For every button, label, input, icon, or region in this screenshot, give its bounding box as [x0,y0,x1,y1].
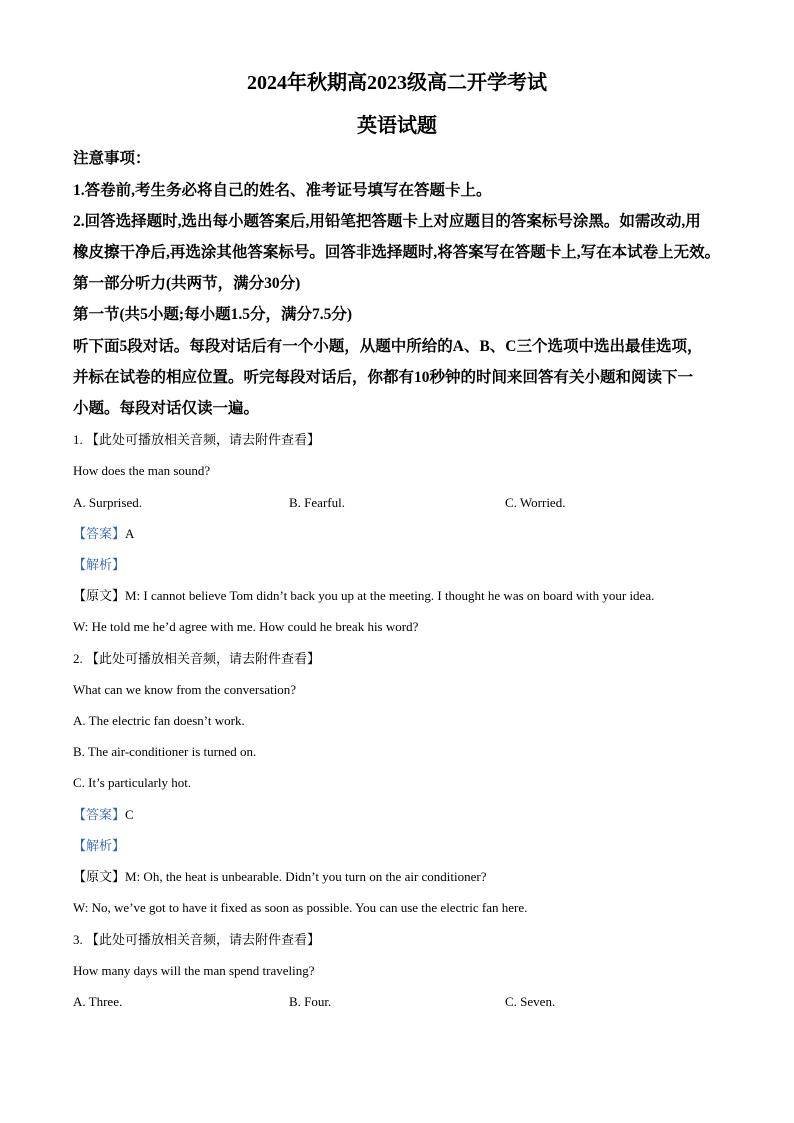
q1-original-text-1: M: I cannot believe Tom didn’t back you up at the meeting. I thought he was on board with your idea. [125,588,655,603]
q2-option-b: B. The air-conditioner is turned on. [73,744,257,759]
q3-option-c: C. Seven. [505,994,556,1009]
instructions-line-2: 并标在试卷的相应位置。听完每段对话后，你都有10秒钟的时间来回答有关小题和阅读下一 [73,369,694,386]
q1-original-line-1 [73,587,654,605]
q1-audio-note: 1. 【此处可播放相关音频，请去附件查看】 [73,432,321,447]
q3-stem: How many days will the man spend traveling? [73,963,315,978]
instructions-line-3: 小题。每段对话仅读一遍。 [73,400,260,417]
q1-answer-value: A [125,526,135,541]
q2-stem: What can we know from the conversation? [73,682,297,697]
q2-answer-value: C [125,807,134,822]
notes-item-2: 2.回答选择题时,选出每小题答案后,用铅笔把答题卡上对应题目的答案标号涂黑。如需改动,用 [73,213,701,230]
page-title: 2024年秋期高2023级高二开学考试 [247,72,547,94]
q2-analysis-tag: 【解析】 [73,838,126,853]
notes-item-2-cont: 橡皮擦干净后,再选涂其他答案标号。回答非选择题时,将答案写在答题卡上,写在本试卷上无效。 [73,244,721,261]
answer-tag: 【答案】 [73,526,126,541]
q1-stem: How does the man sound? [73,463,211,478]
q1-option-b: B. Fearful. [289,495,345,510]
q3-option-a: A. Three. [73,994,123,1009]
q1-analysis-tag: 【解析】 [73,557,126,572]
part-heading: 第一部分听力(共两节，满分30分) [73,275,301,292]
original-tag: 【原文】 [73,869,126,884]
answer-tag: 【答案】 [73,807,126,822]
page-subtitle: 英语试题 [357,115,437,137]
q2-answer [73,806,134,824]
q1-original-line-2: W: He told me he’d agree with me. How could he break his word? [73,619,419,634]
q3-option-b: B. Four. [289,994,332,1009]
notes-item-1: 1.答卷前,考生务必将自己的姓名、准考证号填写在答题卡上。 [73,182,492,199]
q2-original-line-1 [73,868,487,886]
q2-audio-note: 2. 【此处可播放相关音频，请去附件查看】 [73,651,321,666]
q1-option-a: A. Surprised. [73,495,142,510]
q1-option-c: C. Worried. [505,495,566,510]
q1-answer [73,525,134,543]
notes-heading: 注意事项： [73,150,151,167]
q2-original-text-1: M: Oh, the heat is unbearable. Didn’t you turn on the air conditioner? [125,869,487,884]
instructions-line-1: 听下面5段对话。每段对话后有一个小题，从题中所给的A、B、C三个选项中选出最佳选项， [73,338,703,355]
q3-audio-note: 3. 【此处可播放相关音频，请去附件查看】 [73,932,321,947]
section-heading: 第一节(共5小题;每小题1.5分，满分7.5分) [73,306,352,323]
original-tag: 【原文】 [73,588,126,603]
q2-original-line-2: W: No, we’ve got to have it fixed as soon as possible. You can use the electric fan here. [73,900,528,915]
q2-option-c: C. It’s particularly hot. [73,775,192,790]
q2-option-a: A. The electric fan doesn’t work. [73,713,245,728]
